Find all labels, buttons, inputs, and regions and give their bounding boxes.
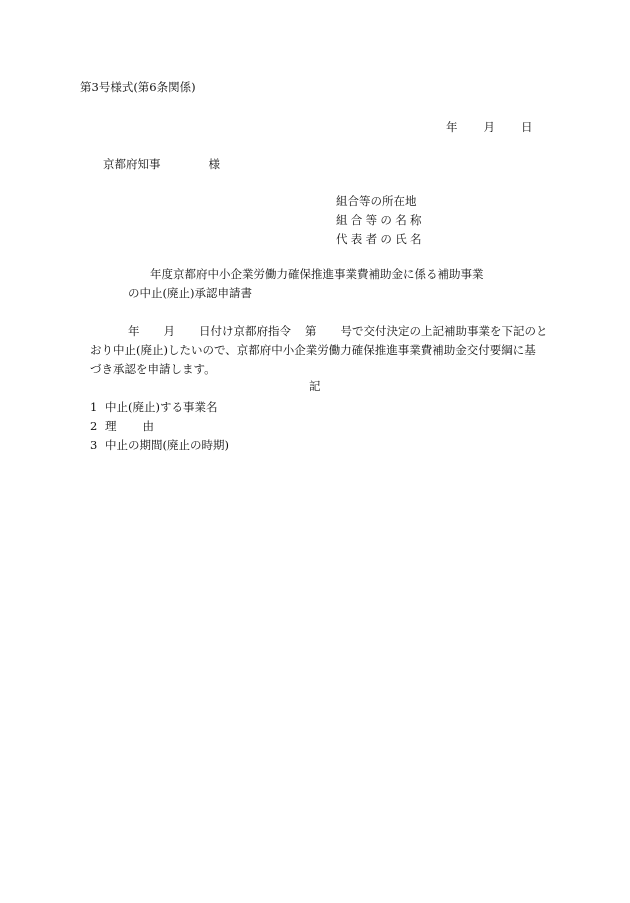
list-item [90, 436, 229, 455]
body-line-1 [90, 322, 560, 341]
body-line-2: おり中止(廃止)したいので、京都府中小企業労働力確保推進事業費補助金交付要綱に基 [90, 343, 536, 357]
applicant-address-label: 組合等の所在地 [336, 194, 417, 208]
item-number: 1 [90, 400, 98, 414]
item-text-b: 由 [142, 419, 154, 433]
item-text: 中止の期間(廃止の時期) [105, 438, 229, 452]
form-number: 第3号様式(第6条関係) [80, 80, 196, 94]
body-part2: 号で交付決定の上記補助事業を下記のと [340, 324, 548, 338]
item-number: 3 [90, 438, 98, 452]
date-line [446, 119, 533, 135]
date-month: 月 [483, 120, 495, 134]
item-text: 中止(廃止)する事業名 [105, 400, 218, 414]
body-year: 年 [128, 324, 140, 338]
document-title-line1: 年度京都府中小企業労働力確保推進事業費補助金に係る補助事業 [150, 267, 484, 281]
body-part1: 日付け京都府指令 [199, 324, 291, 338]
ki-heading: 記 [309, 379, 321, 393]
addressee [103, 156, 220, 172]
item-text-a: 理 [105, 419, 117, 433]
item-number: 2 [90, 419, 98, 433]
document-title-line2: の中止(廃止)承認申請書 [128, 286, 252, 300]
body-paragraph [90, 322, 560, 379]
body-month: 月 [163, 324, 175, 338]
date-day: 日 [521, 120, 533, 134]
item-list [90, 398, 229, 455]
applicant-name-label: 組合等の名称 [336, 213, 425, 227]
body-dai: 第 [305, 324, 317, 338]
date-year: 年 [446, 120, 458, 134]
addressee-honorific: 様 [208, 157, 220, 171]
list-item [90, 417, 229, 436]
addressee-name: 京都府知事 [103, 157, 161, 171]
applicant-rep-label: 代表者の氏名 [336, 232, 425, 246]
body-line-3: づき承認を申請します。 [90, 362, 216, 376]
list-item [90, 398, 229, 417]
applicant-block [336, 192, 425, 249]
